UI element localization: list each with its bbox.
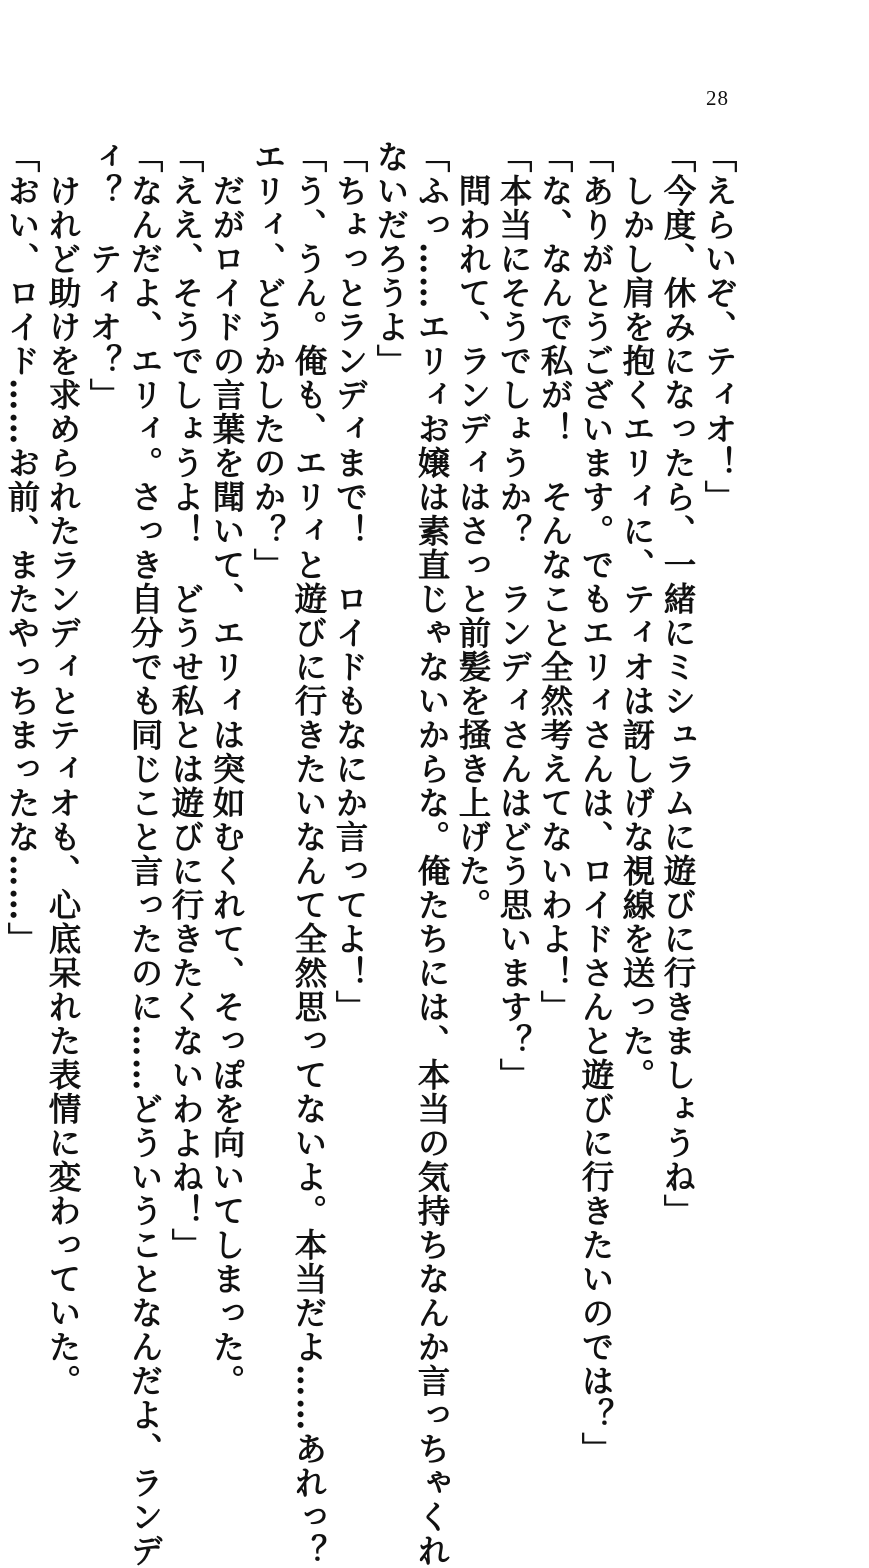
text-line: しかし肩を抱くエリィに、ティオは訝しげな視線を送った。 xyxy=(618,140,657,1092)
text-line: 「な、なんで私が！ そんなこと全然考えてないわよ！」 xyxy=(536,140,575,1024)
text-line: けれど助けを求められたランディとティオも、心底呆れた表情に変わっていた。 xyxy=(44,140,83,1398)
text-line: ないだろうよ」 xyxy=(372,140,411,378)
text-line: 問われて、ランディはさっと前髪を掻き上げた。 xyxy=(454,140,493,922)
text-line: 「なんだよ、エリィ。さっき自分でも同じこと言ったのに……どういうことなんだよ、ランデ xyxy=(126,140,165,1568)
text-line: 「今度、休みになったら、一緒にミシュラムに遊びに行きましょうね」 xyxy=(659,140,698,1228)
text-line: 「ええ、そうでしょうよ！ どうせ私とは遊びに行きたくないわよね！」 xyxy=(167,140,206,1262)
text-line: 「う、うん。俺も、エリィと遊びに行きたいなんて全然思ってないよ。本当だよ……あれっ？ xyxy=(290,140,329,1568)
text-line: ィ？ ティオ？」 xyxy=(85,140,124,412)
text-line: エリィ、どうかしたのか？」 xyxy=(249,140,288,582)
text-line: 「えらいぞ、ティオ！」 xyxy=(700,140,739,514)
text-line: 「おい、ロイド……お前、またやっちまったな……」 xyxy=(3,140,42,956)
text-line: 「ふっ……エリィお嬢は素直じゃないからな。俺たちには、本当の気持ちなんか言っちゃくれ xyxy=(413,140,452,1568)
text-line: 「ちょっとランディまで！ ロイドもなにか言ってよ！」 xyxy=(331,140,370,1024)
vertical-text-block xyxy=(3,140,740,1568)
page-number: 28 xyxy=(706,86,729,110)
text-line: だがロイドの言葉を聞いて、エリィは突如むくれて、そっぽを向いてしまった。 xyxy=(208,140,247,1398)
text-line: 「ありがとうございます。でもエリィさんは、ロイドさんと遊びに行きたいのでは？」 xyxy=(577,140,616,1466)
text-line: 「本当にそうでしょうか？ ランディさんはどう思います？」 xyxy=(495,140,534,1092)
